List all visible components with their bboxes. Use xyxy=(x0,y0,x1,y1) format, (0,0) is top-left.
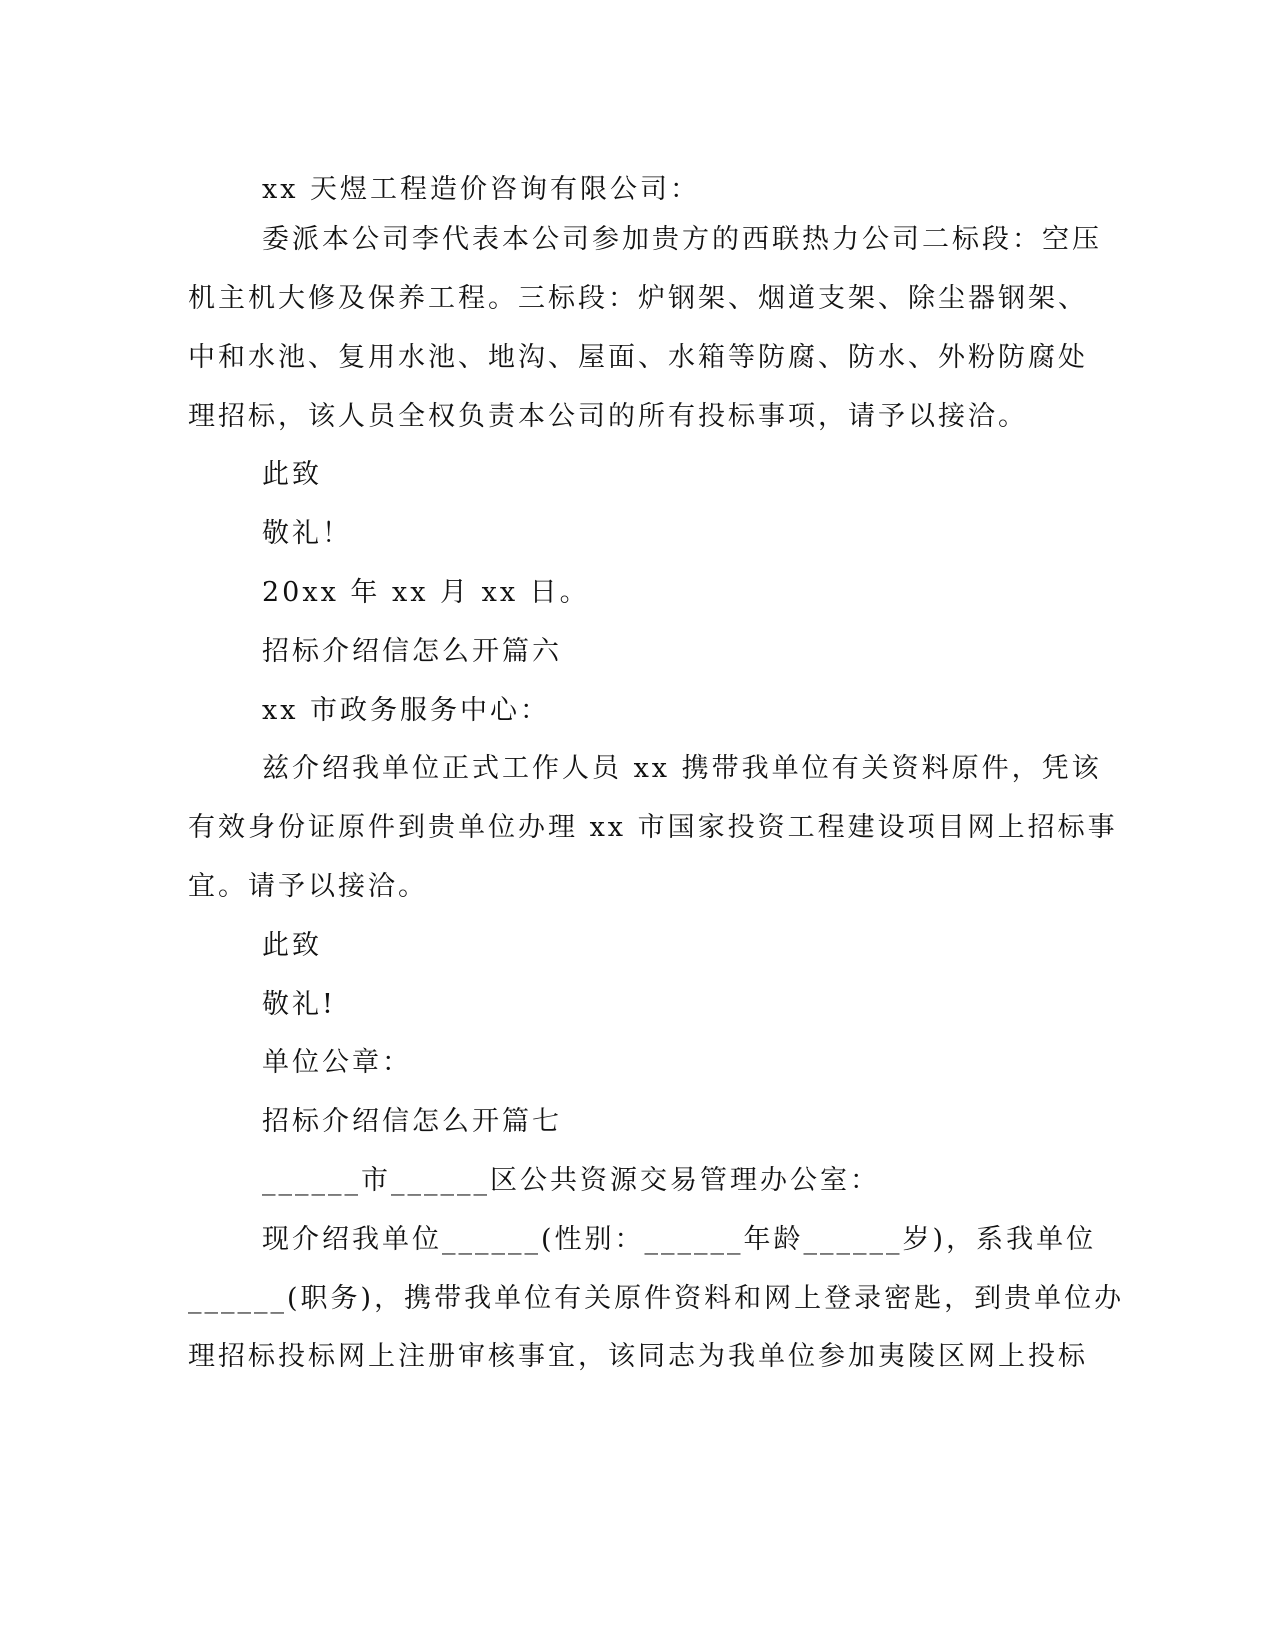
closing-line: 此致 xyxy=(262,930,322,961)
salutation-line: ______市______区公共资源交易管理办公室： xyxy=(262,1165,880,1196)
paragraph-line: 现介绍我单位______(性别：______年龄______岁)，系我单位 xyxy=(262,1224,1097,1255)
closing-line: 此致 xyxy=(262,459,322,490)
date-line: 20xx 年 xx 月 xx 日。 xyxy=(262,577,590,608)
closing-line: 敬礼! xyxy=(262,989,336,1020)
closing-line: 敬礼！ xyxy=(262,518,352,549)
paragraph-line: 机主机大修及保养工程。三标段：炉钢架、烟道支架、除尘器钢架、 xyxy=(188,283,1088,314)
paragraph-line: 中和水池、复用水池、地沟、屋面、水箱等防腐、防水、外粉防腐处 xyxy=(188,342,1088,373)
paragraph-line: ______(职务)，携带我单位有关原件资料和网上登录密匙，到贵单位办 xyxy=(188,1283,1125,1314)
paragraph-line: 理招标投标网上注册审核事宜，该同志为我单位参加夷陵区网上投标 xyxy=(188,1341,1088,1372)
paragraph-line: 理招标，该人员全权负责本公司的所有投标事项，请予以接洽。 xyxy=(188,401,1028,432)
section-heading: 招标介绍信怎么开篇七 xyxy=(262,1106,562,1137)
paragraph-line: 委派本公司李代表本公司参加贵方的西联热力公司二标段：空压 xyxy=(262,224,1102,255)
paragraph-line: 有效身份证原件到贵单位办理 xx 市国家投资工程建设项目网上招标事 xyxy=(188,812,1118,843)
paragraph-line: 宜。请予以接洽。 xyxy=(188,871,428,902)
salutation-line: xx 市政务服务中心： xyxy=(262,695,551,726)
salutation-line: xx 天煜工程造价咨询有限公司： xyxy=(262,174,701,205)
paragraph-line: 兹介绍我单位正式工作人员 xx 携带我单位有关资料原件，凭该 xyxy=(262,753,1102,784)
seal-line: 单位公章： xyxy=(262,1047,412,1078)
section-heading: 招标介绍信怎么开篇六 xyxy=(262,636,562,667)
